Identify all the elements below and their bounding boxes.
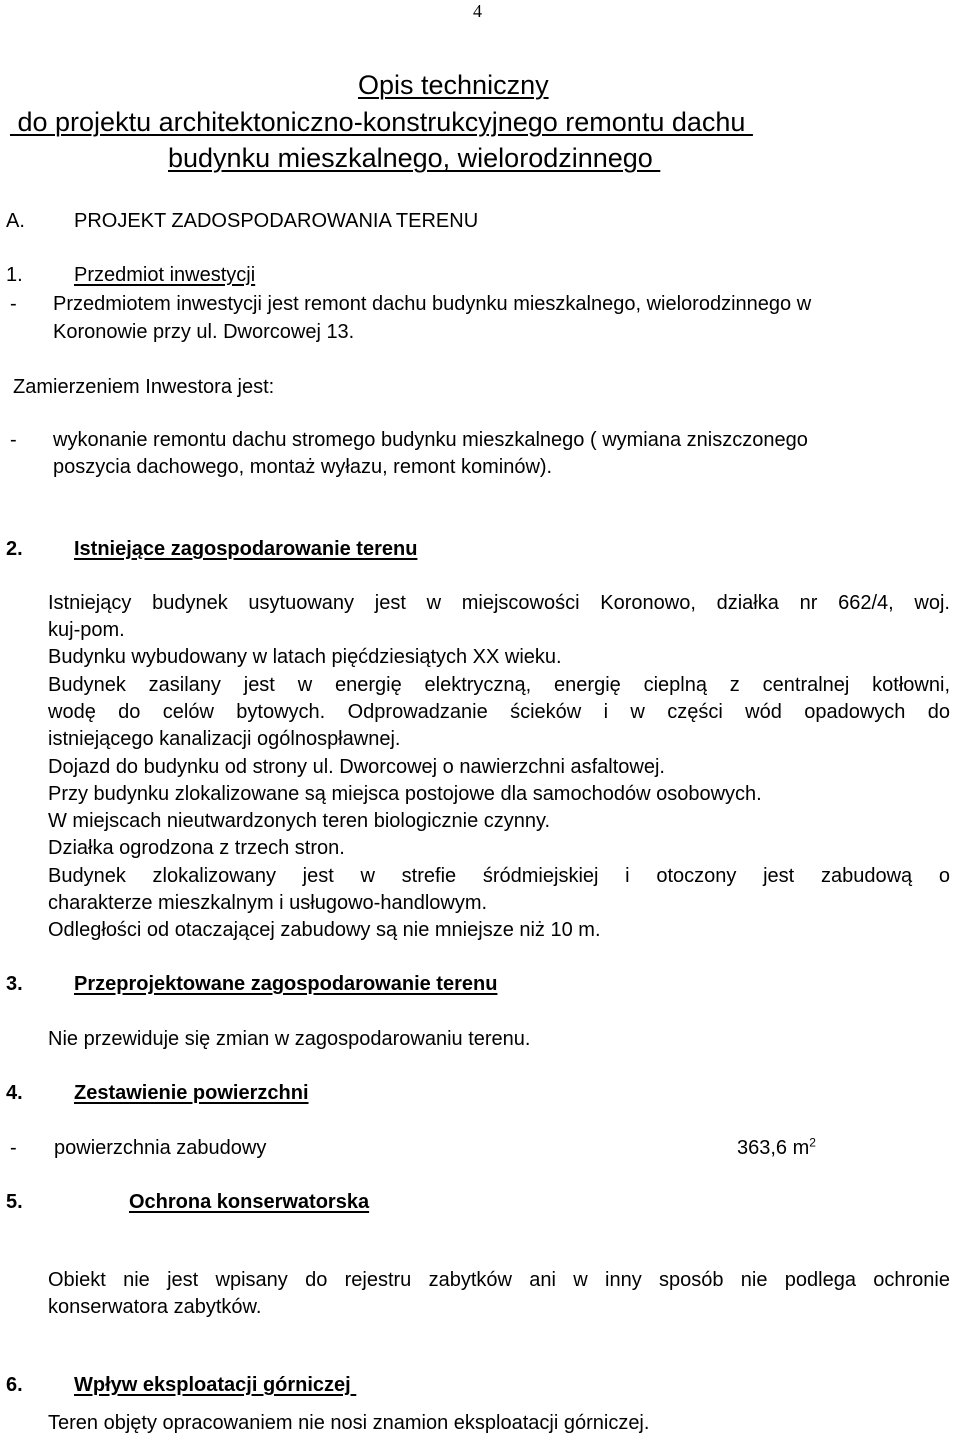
section-1-heading: Przedmiot inwestycji [74, 264, 256, 286]
section-2-heading: Istniejące zagospodarowanie terenu [74, 538, 418, 560]
section-2-number: 2. [6, 538, 23, 560]
paragraph-line: Budynek zasilany jest w energię elektryczną, energię cieplną z centralnej kotłowni, [48, 674, 950, 696]
area-label: powierzchnia zabudowy [54, 1137, 267, 1159]
paragraph-line: wodę do celów bytowych. Odprowadzanie ścieków i w części wód opadowych do [48, 701, 950, 723]
section-4-heading: Zestawienie powierzchni [74, 1082, 309, 1104]
section-5-line-2: konserwatora zabytków. [48, 1296, 262, 1318]
section-1-line-1: Przedmiotem inwestycji jest remont dachu budynku mieszkalnego, wielorodzinnego w [53, 293, 812, 315]
bullet-line-1: wykonanie remontu dachu stromego budynku mieszkalnego ( wymiana zniszczonego [53, 429, 808, 451]
dash: - [10, 1137, 17, 1159]
area-unit-superscript: 2 [809, 1135, 816, 1150]
title-line-3: budynku mieszkalnego, wielorodzinnego [168, 143, 661, 173]
paragraph-line: W miejscach nieutwardzonych teren biologicznie czynny. [48, 810, 551, 832]
section-6-heading: Wpływ eksploatacji górniczej [74, 1374, 357, 1396]
section-a-letter: A. [6, 210, 25, 232]
paragraph-line: Przy budynku zlokalizowane są miejsca postojowe dla samochodów osobowych. [48, 783, 762, 805]
title-line-2: do projektu architektoniczno-konstrukcyjnego remontu dachu [10, 107, 753, 137]
section-1-number: 1. [6, 264, 23, 286]
dash: - [10, 293, 17, 315]
section-6-text: Teren objęty opracowaniem nie nosi znamion eksploatacji górniczej. [48, 1412, 650, 1434]
section-a-heading: PROJEKT ZADOSPODAROWANIA TERENU [74, 210, 479, 232]
section-3-heading: Przeprojektowane zagospodarowanie terenu [74, 973, 498, 995]
paragraph-line: charakterze mieszkalnym i usługowo-handlowym. [48, 892, 488, 914]
paragraph-line: Dojazd do budynku od strony ul. Dworcowej o nawierzchni asfaltowej. [48, 756, 665, 778]
paragraph-line: Odległości od otaczającej zabudowy są nie mniejsze niż 10 m. [48, 919, 601, 941]
section-5-number: 5. [6, 1191, 23, 1213]
paragraph-line: istniejącego kanalizacji ogólnospławnej. [48, 728, 401, 750]
section-5-heading: Ochrona konserwatorska [129, 1191, 370, 1213]
section-3-number: 3. [6, 973, 23, 995]
paragraph-line: Budynek zlokalizowany jest w strefie śródmiejskiej i otoczony jest zabudową o [48, 865, 950, 887]
title-line-1: Opis techniczny [358, 70, 549, 100]
section-3-text: Nie przewiduje się zmian w zagospodarowaniu terenu. [48, 1028, 531, 1050]
page-number: 4 [473, 1, 482, 21]
paragraph-line: Działka ogrodzona z trzech stron. [48, 837, 345, 859]
section-4-number: 4. [6, 1082, 23, 1104]
section-5-line-1: Obiekt nie jest wpisany do rejestru zabytków ani w inny sposób nie podlega ochronie [48, 1269, 950, 1291]
bullet-line-2: poszycia dachowego, montaż wyłazu, remont kominów). [53, 456, 553, 478]
area-value-number: 363,6 m [737, 1137, 810, 1159]
area-value [737, 1135, 816, 1159]
section-6-number: 6. [6, 1374, 23, 1396]
paragraph-line: Budynku wybudowany w latach pięćdziesiątych XX wieku. [48, 646, 562, 668]
dash: - [10, 429, 17, 451]
section-1-line-2: Koronowie przy ul. Dworcowej 13. [53, 321, 355, 343]
investor-intent: Zamierzeniem Inwestora jest: [13, 376, 275, 398]
paragraph-line: Istniejący budynek usytuowany jest w miejscowości Koronowo, działka nr 662/4, woj. [48, 592, 950, 614]
paragraph-line: kuj-pom. [48, 619, 125, 641]
